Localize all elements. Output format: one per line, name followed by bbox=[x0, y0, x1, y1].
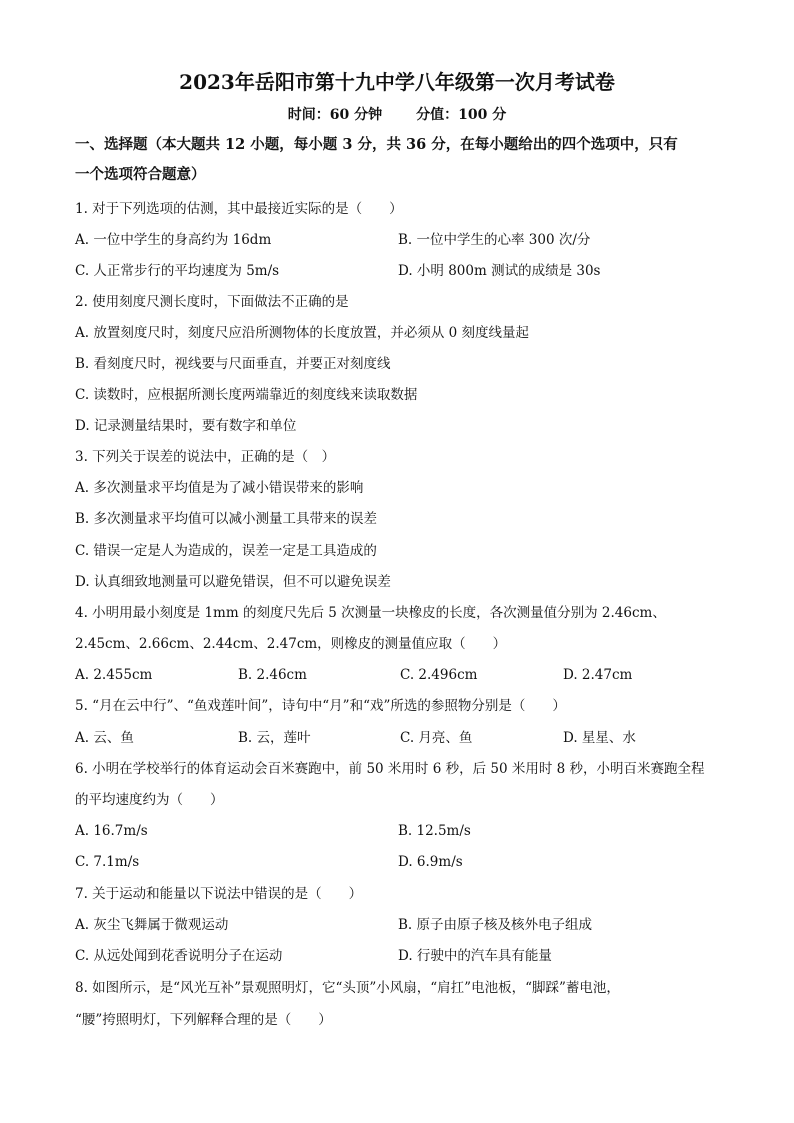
question-6-option-b: B. 12.5m/s bbox=[398, 823, 471, 839]
question-2-option-b: B. 看刻度尺时，视线要与尺面垂直，并要正对刻度线 bbox=[75, 356, 391, 372]
question-5-option-c: C. 月亮、鱼 bbox=[400, 730, 473, 746]
question-4-option-c: C. 2.496cm bbox=[400, 667, 478, 683]
exam-meta bbox=[0, 104, 794, 124]
question-1-option-d: D. 小明 800m 测试的成绩是 30s bbox=[398, 263, 601, 279]
question-7-option-c: C. 从远处闻到花香说明分子在运动 bbox=[75, 948, 283, 964]
question-1-stem: 1. 对于下列选项的估测，其中最接近实际的是（ ） bbox=[75, 201, 403, 217]
question-2-option-c: C. 读数时，应根据所测长度两端靠近的刻度线来读取数据 bbox=[75, 387, 418, 403]
question-6-option-d: D. 6.9m/s bbox=[398, 854, 463, 870]
question-4-stem-line-1: 4. 小明用最小刻度是 1mm 的刻度尺先后 5 次测量一块橡皮的长度，各次测量值分别为 2.46cm、 bbox=[75, 605, 666, 621]
question-6-option-a: A. 16.7m/s bbox=[75, 823, 148, 839]
question-7-option-a: A. 灰尘飞舞属于微观运动 bbox=[75, 917, 229, 933]
question-4-stem-line-2: 2.45cm、2.66cm、2.44cm、2.47cm，则橡皮的测量值应取（ ） bbox=[75, 636, 507, 652]
question-1-option-b: B. 一位中学生的心率 300 次/分 bbox=[398, 232, 591, 248]
question-5-option-d: D. 星星、水 bbox=[563, 730, 636, 746]
section-heading-line-1: 一、选择题（本大题共 12 小题，每小题 3 分，共 36 分，在每小题给出的四个选项中，只有 bbox=[75, 136, 678, 153]
question-7-option-d: D. 行驶中的汽车具有能量 bbox=[398, 948, 552, 964]
question-7-option-b: B. 原子由原子核及核外电子组成 bbox=[398, 917, 593, 933]
exam-title: 2023年岳阳市第十九中学八年级第一次月考试卷 bbox=[179, 70, 615, 94]
question-8-stem-line-1: 8. 如图所示，是“风光互补”景观照明灯，它“头顶”小风扇，“肩扛”电池板，“脚踩”蓄电池， bbox=[75, 980, 620, 996]
question-7-stem: 7. 关于运动和能量以下说法中错误的是（ ） bbox=[75, 886, 363, 902]
question-3-option-c: C. 错误一定是人为造成的，误差一定是工具造成的 bbox=[75, 543, 377, 559]
exam-time: 时间：60 分钟 bbox=[287, 107, 383, 123]
question-3-option-d: D. 认真细致地测量可以避免错误，但不可以避免误差 bbox=[75, 574, 391, 590]
question-3-stem: 3. 下列关于误差的说法中，正确的是（ ） bbox=[75, 449, 336, 465]
question-8-stem-line-2: “腰”挎照明灯，下列解释合理的是（ ） bbox=[75, 1012, 332, 1028]
question-5-option-b: B. 云，莲叶 bbox=[238, 730, 311, 746]
question-4-option-a: A. 2.455cm bbox=[75, 667, 153, 683]
question-6-stem-line-2: 的平均速度约为（ ） bbox=[75, 792, 224, 808]
question-6-option-c: C. 7.1m/s bbox=[75, 854, 140, 870]
section-heading-line-2: 一个选项符合题意） bbox=[75, 166, 206, 183]
question-2-stem: 2. 使用刻度尺测长度时，下面做法不正确的是 bbox=[75, 294, 349, 310]
question-3-option-b: B. 多次测量求平均值可以减小测量工具带来的误差 bbox=[75, 511, 378, 527]
question-3-option-a: A. 多次测量求平均值是为了减小错误带来的影响 bbox=[75, 480, 364, 496]
question-1-option-c: C. 人正常步行的平均速度为 5m/s bbox=[75, 263, 280, 279]
exam-score: 分值：100 分 bbox=[416, 107, 507, 123]
question-5-stem: 5. “月在云中行”、“鱼戏莲叶间”，诗句中“月”和“戏”所选的参照物分别是（ ） bbox=[75, 698, 566, 714]
question-1-option-a: A. 一位中学生的身高约为 16dm bbox=[75, 232, 272, 248]
question-4-option-b: B. 2.46cm bbox=[238, 667, 307, 683]
question-2-option-a: A. 放置刻度尺时，刻度尺应沿所测物体的长度放置，并必须从 0 刻度线量起 bbox=[75, 325, 530, 341]
question-6-stem-line-1: 6. 小明在学校举行的体育运动会百米赛跑中，前 50 米用时 6 秒，后 50 米用时 8 秒，小明百米赛跑全程 bbox=[75, 761, 705, 777]
question-4-option-d: D. 2.47cm bbox=[563, 667, 633, 683]
question-5-option-a: A. 云、鱼 bbox=[75, 730, 134, 746]
question-2-option-d: D. 记录测量结果时，要有数字和单位 bbox=[75, 418, 297, 434]
